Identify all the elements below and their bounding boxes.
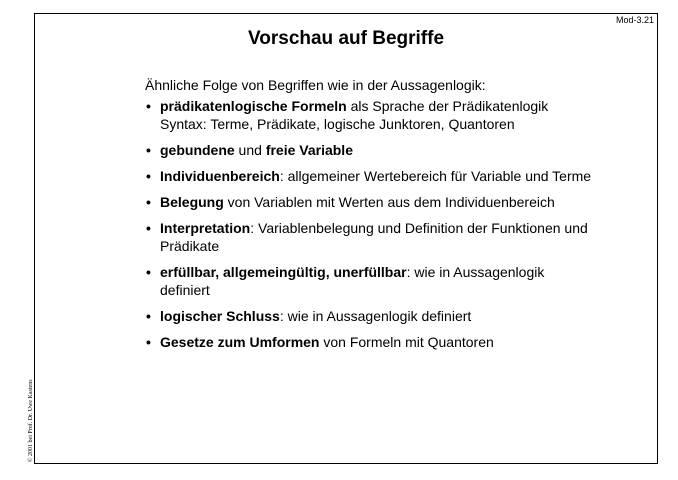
description: : wie in Aussagenlogik definiert	[279, 308, 472, 324]
copyright-notice: © 2001 bei Prof. Dr. Uwe Kastens	[28, 379, 34, 462]
page-title: Vorschau auf Begriffe	[247, 28, 445, 49]
bullet-icon: •	[146, 98, 151, 114]
description: von Variablen mit Werten aus dem Individuenbereich	[223, 194, 555, 210]
description: : allgemeiner Wertebereich für Variable und Terme	[279, 168, 592, 184]
list-item	[146, 219, 626, 255]
description-continued: Prädikate	[160, 238, 220, 254]
list-item	[146, 193, 626, 211]
term: erfüllbar, allgemeingültig, unerfüllbar	[160, 264, 407, 280]
list-item	[146, 141, 626, 159]
bullet-icon: •	[146, 334, 151, 350]
term: Gesetze zum Umformen	[160, 334, 320, 350]
bullet-icon: •	[146, 264, 151, 280]
description: : Variablenbelegung und Definition der Funktionen und	[250, 220, 588, 236]
term: gebundene	[160, 142, 235, 158]
intro-text: Ähnliche Folge von Begriffen wie in der Aussagenlogik:	[145, 77, 486, 93]
description: als Sprache der Prädikatenlogik	[346, 98, 549, 114]
description: : wie in Aussagenlogik	[406, 264, 545, 280]
term: Interpretation	[160, 220, 251, 236]
bullet-icon: •	[146, 142, 151, 158]
description: und	[234, 142, 266, 158]
term: freie Variable	[265, 142, 353, 158]
description-continued: Syntax: Terme, Prädikate, logische Junktoren, Quantoren	[160, 116, 515, 132]
bullet-icon: •	[146, 220, 151, 236]
term: Individuenbereich	[160, 168, 280, 184]
bullet-icon: •	[146, 168, 151, 184]
list-item	[146, 167, 626, 185]
term: prädikatenlogische Formeln	[160, 98, 347, 114]
list-item	[146, 307, 626, 325]
slide-id: Mod-3.21	[615, 15, 654, 25]
term: Belegung	[160, 194, 224, 210]
bullet-list	[146, 97, 626, 359]
bullet-icon: •	[146, 194, 151, 210]
term: logischer Schluss	[160, 308, 280, 324]
description-continued: definiert	[160, 282, 210, 298]
list-item	[146, 97, 626, 133]
list-item	[146, 263, 626, 299]
description: von Formeln mit Quantoren	[319, 334, 494, 350]
bullet-icon: •	[146, 308, 151, 324]
list-item	[146, 333, 626, 351]
